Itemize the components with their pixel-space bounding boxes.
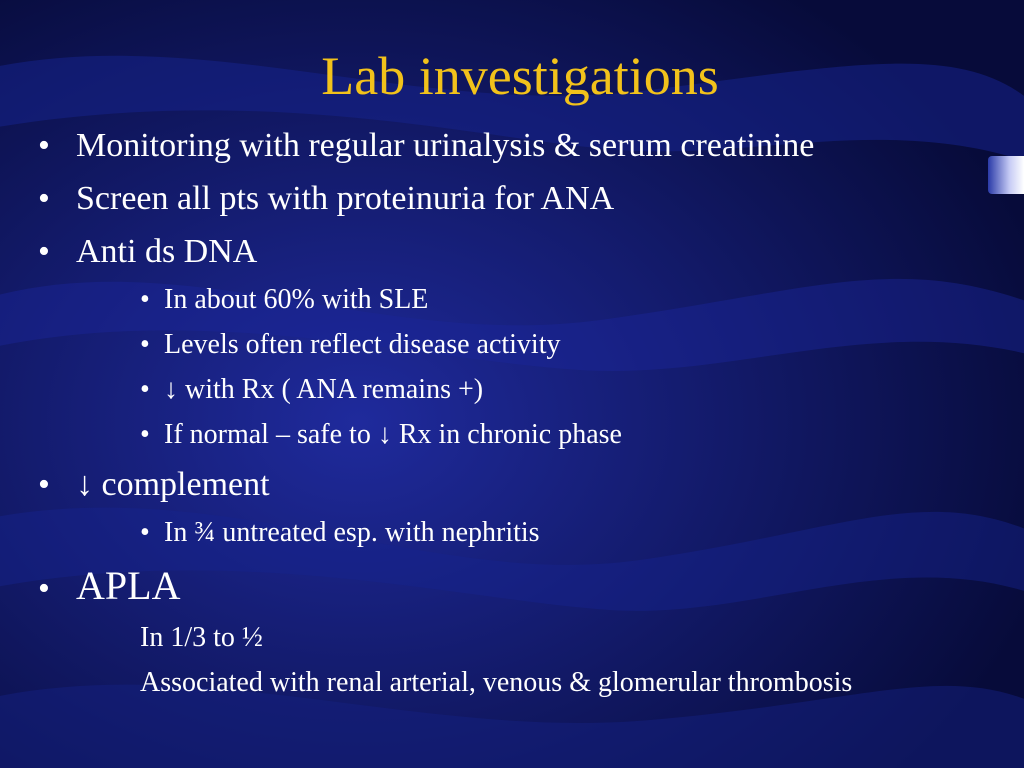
- list-item: [140, 621, 263, 655]
- item-text: If normal – safe to ↓ Rx in chronic phase: [164, 419, 622, 450]
- decorative-side-tab: [988, 156, 1024, 194]
- slide-title: Lab investigations: [321, 46, 719, 106]
- item-text: ↓ with Rx ( ANA remains +): [164, 374, 484, 405]
- list-item: [140, 516, 540, 550]
- list-item: [140, 373, 484, 407]
- item-text: Levels often reflect disease activity: [164, 329, 561, 360]
- item-text: In about 60% with SLE: [164, 284, 429, 315]
- bullet: •: [38, 466, 50, 503]
- item-text: Associated with renal arterial, venous & glomerular thrombosis: [140, 667, 853, 698]
- bullet: •: [140, 419, 150, 450]
- item-text: APLA: [76, 563, 181, 608]
- bullet: •: [140, 374, 150, 405]
- list-item: [140, 283, 429, 317]
- bullet: •: [38, 233, 50, 270]
- list-item: [140, 418, 622, 452]
- list-item: [38, 562, 181, 613]
- item-text: Screen all pts with proteinuria for ANA: [76, 180, 615, 217]
- bullet: •: [38, 570, 50, 607]
- bullet: •: [38, 180, 50, 217]
- list-item: [38, 232, 258, 272]
- bullet: •: [140, 284, 150, 315]
- item-text: In 1/3 to ½: [140, 622, 263, 653]
- bullet: •: [38, 127, 50, 164]
- list-item: [38, 465, 270, 505]
- list-item: [140, 666, 852, 700]
- list-item: [38, 179, 615, 219]
- item-text: Anti ds DNA: [76, 233, 258, 270]
- item-text: In ¾ untreated esp. with nephritis: [164, 517, 540, 548]
- list-item: [38, 126, 815, 166]
- bullet: •: [140, 517, 150, 548]
- bullet: •: [140, 329, 150, 360]
- item-text: ↓ complement: [76, 466, 270, 503]
- item-text: Monitoring with regular urinalysis & serum creatinine: [76, 127, 815, 164]
- list-item: [140, 328, 561, 362]
